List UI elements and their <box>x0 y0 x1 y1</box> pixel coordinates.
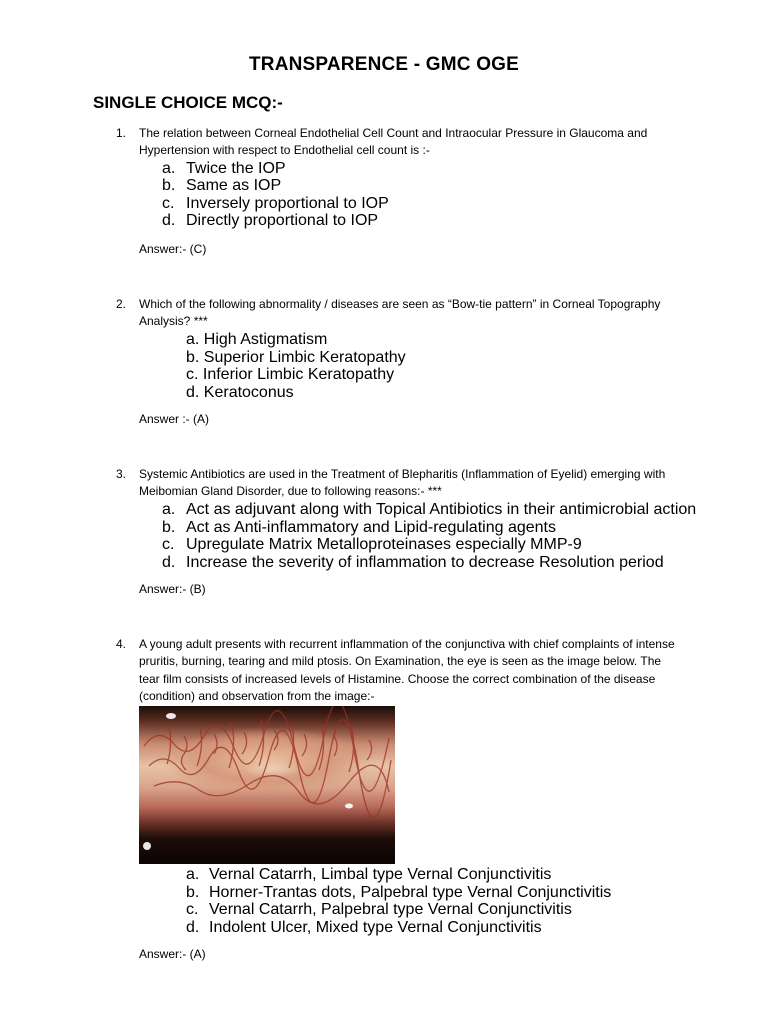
section-heading: SINGLE CHOICE MCQ:- <box>93 93 283 112</box>
option-text: Horner-Trantas dots, Palpebral type Vernal Conjunctivitis <box>209 883 612 901</box>
option-letter: c. <box>186 901 199 919</box>
option-text: Upregulate Matrix Metalloproteinases especially MMP-9 <box>186 536 582 554</box>
option-text: Increase the severity of inflammation to decrease Resolution period <box>186 553 664 571</box>
option-letter: d. <box>162 212 176 230</box>
question-text: A young adult presents with recurrent inflammation of the conjunctiva with chief complaints of intense pruritis, burning, tearing and mild ptosis. On Examination, the eye is seen as the image below. The tear film consists of increased levels of Histamine. Choose the correct combination of the disease (condition) and observation from the image:- <box>139 637 675 704</box>
answer-2: Answer :- (A) <box>139 412 210 426</box>
option-text: Act as adjuvant along with Topical Antibiotics in their antimicrobial action <box>186 501 697 518</box>
option-text: d. Keratoconus <box>186 383 294 401</box>
question-number: 3. <box>116 467 127 481</box>
option-letter: a. <box>162 501 176 518</box>
question-text: Which of the following abnormality / diseases are seen as “Bow-tie pattern” in Corneal Topography Analysis? *** <box>139 297 661 329</box>
option-text: a. High Astigmatism <box>186 331 328 348</box>
option-text: c. Inferior Limbic Keratopathy <box>186 366 395 384</box>
option-letter: a. <box>162 160 176 177</box>
option-text: Inversely proportional to IOP <box>186 194 389 212</box>
option-text: Same as IOP <box>186 177 282 195</box>
question-number: 4. <box>116 637 127 651</box>
question-number: 2. <box>116 297 127 311</box>
option-text: Vernal Catarrh, Palpebral type Vernal Conjunctivitis <box>209 901 572 919</box>
option-text: Twice the IOP <box>186 160 286 177</box>
option-text: Vernal Catarrh, Limbal type Vernal Conjunctivitis <box>209 866 552 883</box>
option-text: Act as Anti-inflammatory and Lipid-regulating agents <box>186 518 556 536</box>
conjunctiva-eye-image <box>139 706 395 864</box>
option-letter: c. <box>162 194 175 212</box>
question-text: The relation between Corneal Endothelial Cell Count and Intraocular Pressure in Glaucoma and Hypertension with respect to Endothelial cell count is :- <box>139 126 648 158</box>
option-letter: c. <box>162 536 175 554</box>
option-letter: d. <box>186 918 200 936</box>
option-text: Indolent Ulcer, Mixed type Vernal Conjunctivitis <box>209 918 542 936</box>
page-title: TRANSPARENCE - GMC OGE <box>248 54 520 75</box>
answer-4: Answer:- (A) <box>139 947 206 961</box>
question-text: Systemic Antibiotics are used in the Treatment of Blepharitis (Inflammation of Eyelid) emerging with Meibomian Gland Disorder, due to following reasons:- *** <box>139 467 666 499</box>
option-text: b. Superior Limbic Keratopathy <box>186 348 406 366</box>
option-text: Directly proportional to IOP <box>186 212 379 230</box>
option-letter: b. <box>162 518 176 536</box>
answer-1: Answer:- (C) <box>139 242 207 256</box>
question-number: 1. <box>116 126 127 140</box>
option-letter: b. <box>162 177 176 195</box>
option-letter: b. <box>186 883 200 901</box>
option-letter: a. <box>186 866 200 883</box>
option-letter: d. <box>162 553 176 571</box>
answer-3: Answer:- (B) <box>139 582 206 596</box>
blood-vessel-pattern <box>139 706 395 864</box>
